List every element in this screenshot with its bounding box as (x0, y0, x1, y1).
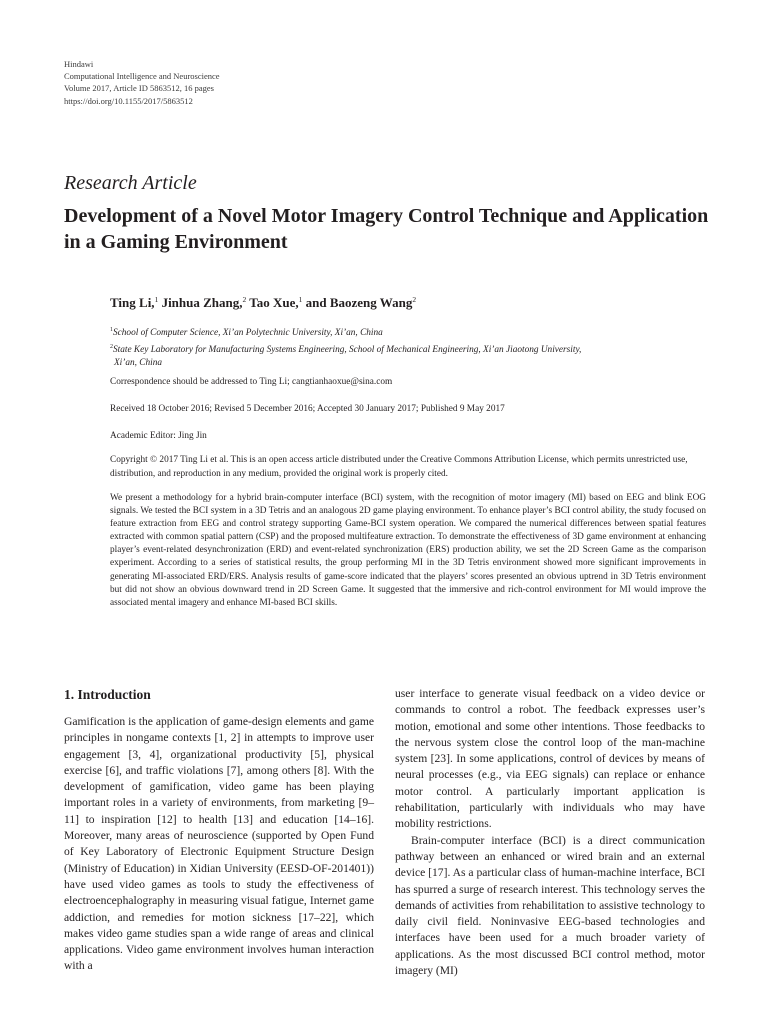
author-affiliation-mark: 1 (298, 295, 303, 304)
doi-link[interactable]: https://doi.org/10.1155/2017/5863512 (64, 95, 193, 106)
dates-line: Received 18 October 2016; Revised 5 December 2016; Accepted 30 January 2017; Published 9 May 2017 (110, 404, 505, 414)
correspondence-line: Correspondence should be addressed to Ting Li; cangtianhaoxue@sina.com (110, 377, 393, 387)
affiliation-item (110, 324, 690, 341)
body-paragraph: Gamification is the application of game-design elements and game principles in nongame contexts [1, 2] in attempts to improve user engagement [3, 4], organizational productivity [5], physical exercise [6], and traffic violations [7], among others [8]. With the development of gamification, video game has been playing important roles in a variety of environments, from marketing [9–11] to inspiration [12] to health [13] and education [14–16]. Moreover, many areas of neuroscience (supported by Open Fund of Key Laboratory of Electronic Equipment Structure Design (Ministry of Education) in Xidian University (EESD-OF-201401)) have used video games as tools to study the effectiveness of electroencephalography in measuring visual fatigue, Internet game addiction, and remedies for motion sickness [17–22], which makes video game studies span a wide range of areas and clinical applications. Video game environment involves human interaction with a (64, 715, 374, 973)
author-name: Jinhua Zhang, (158, 295, 243, 310)
author-name: Tao Xue, (246, 295, 299, 310)
affiliation-text: State Key Laboratory for Manufacturing Systems Engineering, School of Mechanical Engineering, Xi’an Jiaotong University, (113, 344, 582, 355)
journal-header (64, 58, 220, 107)
body-paragraph: Brain-computer interface (BCI) is a direct communication pathway between an enhanced or wired brain and an external device [17]. As a particular class of human-machine interface, BCI has spurred a surge of research interest. This technology serves the demands of activities from rehabilitation to assistive technology to daily civil field. Noninvasive EEG-based technologies and interfaces have been used for a much broader variety of applications. As the most discussed BCI control method, motor imagery (MI) (395, 833, 706, 978)
column-left (64, 686, 374, 975)
body-paragraph: user interface to generate visual feedback on a video device or commands to control a robot. The feedback expresses user’s motion, emotional and some other intentions. Those feedbacks to the nervous system close the control loop of the man-machine system [23]. In some applications, control of devices by means of neural processes (e.g., via EEG signals) can replace or enhance motor control. A particularly important application is rehabilitation, particularly with individuals who may have mobility restrictions. (395, 687, 705, 831)
affiliation-number: 1 (110, 327, 113, 333)
journal-name: Computational Intelligence and Neuroscience (64, 71, 220, 82)
affiliations (110, 324, 690, 371)
abstract: We present a methodology for a hybrid brain-computer interface (BCI) system, with the recognition of motor imagery (MI) based on EEG and blink EOG signals. We tested the BCI system in a 3D Tetris and an analogous 2D game playing environment. To enhance player’s BCI control ability, the study focused on feature extraction from EEG and control strategy supporting Game-BCI system operation. We compared the numerical differences between spatial features extracted with common spatial pattern (CSP) and the proposed multifeature extraction. To demonstrate the effectiveness of 3D game environment at enhancing player’s event-related desynchronization (ERD) and event-related synchronization (ERS) production ability, we set the 2D Screen Game as the comparison experiment. According to a series of statistical results, the group performing MI in the 3D Tetris environment showed more significant improvements in generating MI-associated ERD/ERS. Analysis results of game-score indicated that the players’ scores presented an obvious uptrend in 3D Tetris environment but did not show an obvious downward trend in 2D Screen Game. It suggested that the immersive and rich-control environment for MI would improve the associated mental imagery and enhance MI-based BCI skills. (110, 493, 706, 608)
author-name: and Baozeng Wang (302, 295, 413, 310)
author-name: Ting Li, (110, 295, 155, 310)
article-title: Development of a Novel Motor Imagery Control Technique and Application in a Gaming Environment (64, 205, 709, 253)
affiliation-number: 2 (110, 343, 113, 350)
section-heading: 1. Introduction (64, 687, 151, 702)
author-list (110, 295, 416, 311)
affiliation-item (110, 341, 690, 358)
author-affiliation-mark: 2 (412, 295, 417, 304)
affiliation-continuation: Xi’an, China (114, 358, 163, 368)
editor-line: Academic Editor: Jing Jin (110, 431, 207, 441)
affiliation-text: School of Computer Science, Xi’an Polytechnic University, Xi’an, China (113, 328, 383, 338)
copyright-notice: Copyright © 2017 Ting Li et al. This is an open access article distributed under the Creative Commons Attribution License, which permits unrestricted use, distribution, and reproduction in any medium, provided the original work is properly cited. (110, 455, 688, 479)
author-affiliation-mark: 2 (242, 295, 247, 304)
volume-line: Volume 2017, Article ID 5863512, 16 pages (64, 83, 214, 94)
column-right (395, 686, 705, 979)
author-affiliation-mark: 1 (154, 295, 159, 304)
publisher-name: Hindawi (64, 59, 94, 69)
article-type: Research Article (64, 172, 197, 194)
